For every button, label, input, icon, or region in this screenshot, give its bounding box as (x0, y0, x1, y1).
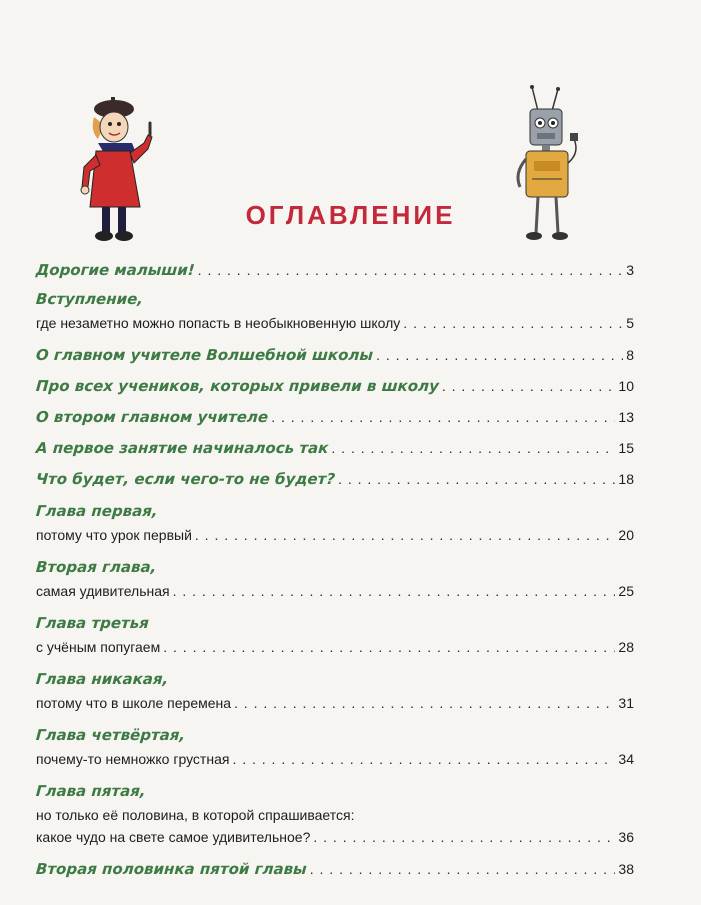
toc-entry-heading: Про всех учеников, которых привели в школу (35, 377, 440, 395)
toc-entry-heading: Вторая глава, (35, 558, 158, 576)
toc-entry (36, 286, 634, 334)
toc-entry-page: 3 (626, 262, 634, 278)
toc-entry-page: 31 (618, 695, 634, 711)
toc-entry-heading: Глава никакая, (35, 670, 169, 688)
leader-dots (271, 404, 615, 430)
page-title: ОГЛАВЛЕНИЕ (245, 200, 456, 230)
toc-entry-heading: Что будет, если чего-то не будет? (35, 470, 336, 488)
leader-dots (198, 257, 624, 283)
toc-entry (36, 466, 634, 492)
toc-entry-subtitle: потому что в школе перемена (36, 695, 232, 711)
toc-entry-page: 13 (618, 409, 634, 425)
toc-entry-subtitle: самая удивительная (36, 583, 170, 599)
toc-entry (36, 342, 634, 368)
toc-entry-page: 20 (618, 527, 634, 543)
toc-entry-page: 18 (618, 471, 634, 487)
leader-dots (338, 466, 615, 492)
table-of-contents (36, 257, 634, 882)
toc-entry (36, 373, 634, 399)
leader-dots (442, 373, 616, 399)
toc-entry-page: 15 (618, 440, 634, 456)
leader-dots (234, 692, 615, 714)
toc-entry-subtitle: какое чудо на свете самое удивительное? (36, 829, 311, 845)
toc-entry (36, 257, 634, 283)
toc-entry-page: 34 (618, 751, 634, 767)
toc-entry (36, 435, 634, 461)
toc-entry-page: 5 (626, 315, 634, 331)
toc-entry (36, 610, 634, 658)
toc-entry-page: 36 (618, 829, 634, 845)
leader-dots (173, 580, 616, 602)
toc-entry-page: 8 (626, 347, 634, 363)
leader-dots (232, 748, 615, 770)
toc-entry-heading: Глава четвёртая, (35, 726, 186, 744)
toc-entry (36, 856, 634, 882)
leader-dots (163, 636, 615, 658)
leader-dots (310, 856, 616, 882)
toc-entry-heading: Глава пятая, (35, 782, 147, 800)
leader-dots (403, 312, 623, 334)
toc-entry-subtitle: с учёным попугаем (36, 639, 161, 655)
toc-entry-heading: Дорогие малыши! (35, 261, 196, 279)
toc-entry (36, 554, 634, 602)
leader-dots (195, 524, 616, 546)
toc-entry (36, 666, 634, 714)
leader-dots (313, 826, 615, 848)
toc-entry-page: 25 (618, 583, 634, 599)
toc-entry (36, 498, 634, 546)
toc-entry (36, 778, 634, 848)
toc-entry-heading: О втором главном учителе (35, 408, 269, 426)
toc-entry-heading: Вступление, (35, 290, 144, 308)
toc-entry (36, 722, 634, 770)
toc-entry-page: 38 (618, 861, 634, 877)
leader-dots (331, 435, 615, 461)
toc-entry-heading: Вторая половинка пятой главы (35, 860, 308, 878)
toc-entry-subtitle: где незаметно можно попасть в необыкновенную школу (36, 315, 401, 331)
toc-entry-subtitle: потому что урок первый (36, 527, 192, 543)
toc-entry-heading: О главном учителе Волшебной школы (35, 346, 374, 364)
toc-entry-page: 28 (618, 639, 634, 655)
toc-entry-heading: Глава первая, (35, 502, 159, 520)
toc-entry-heading: А первое занятие начиналось так (35, 439, 330, 457)
leader-dots (376, 342, 623, 368)
toc-entry-subtitle: почему-то немножко грустная (36, 751, 230, 767)
toc-entry-subtitle: но только её половина, в которой спрашивается: (36, 807, 355, 823)
toc-entry (36, 404, 634, 430)
toc-entry-heading: Глава третья (35, 614, 150, 632)
toc-entry-page: 10 (618, 378, 634, 394)
